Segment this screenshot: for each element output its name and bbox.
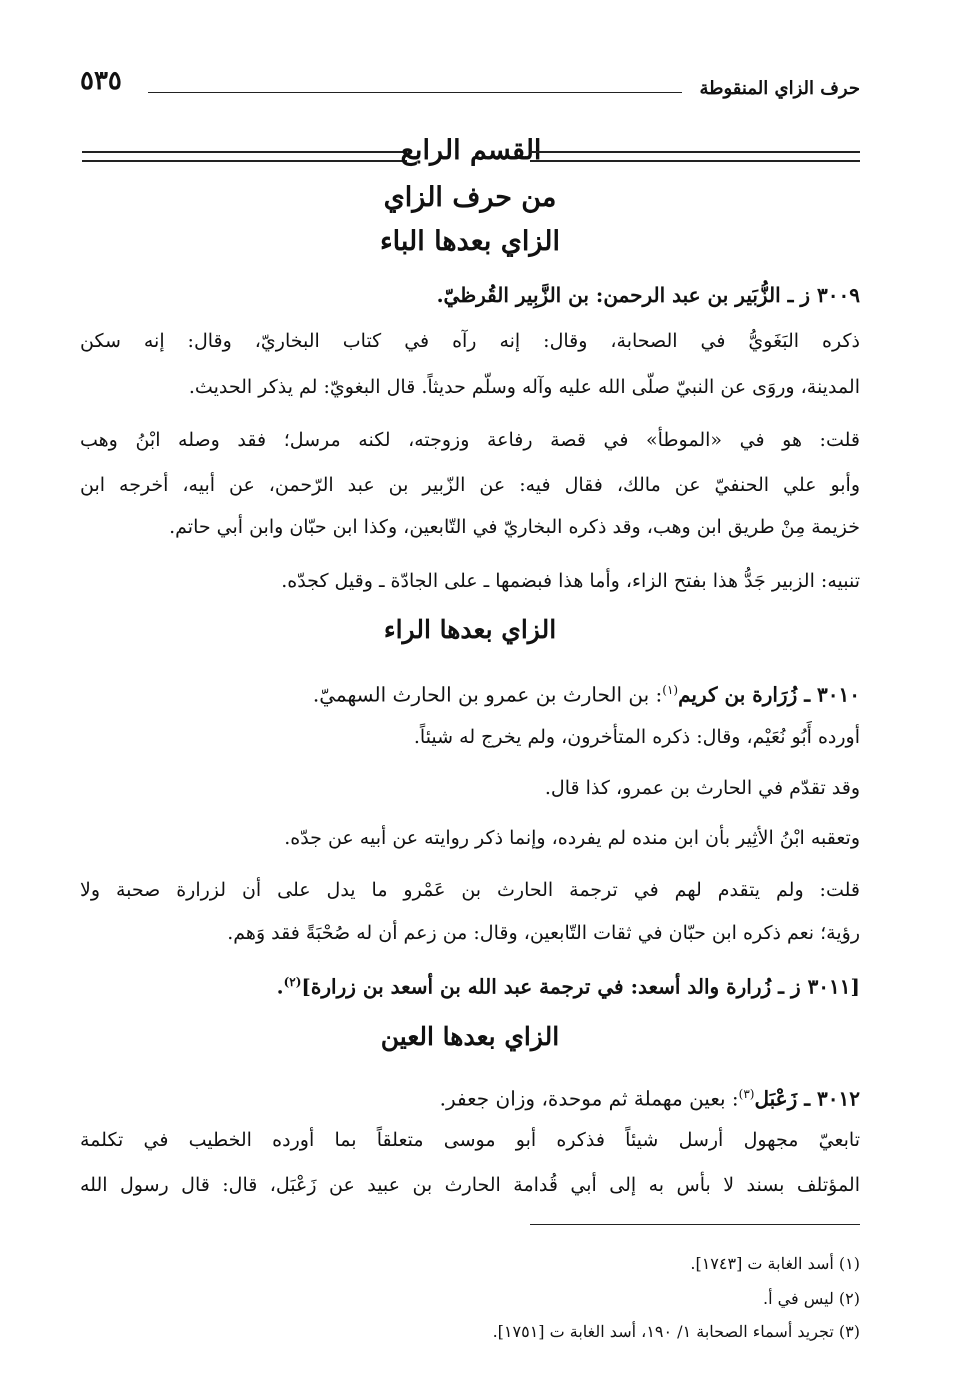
entry-3010-title: ٣٠١٠ ـ زُرَارة بن كريم — [678, 682, 860, 707]
footnote-3: (٣) تجريد أسماء الصحابة ١/ ١٩٠، أسد الغابة ت [١٧٥١]. — [492, 1322, 860, 1341]
entry-3010-line-1: أورده أَبُو نُعَيْم، وقال: ذكره المتأخرون، ولم يخرج له شيئاً. — [413, 726, 860, 748]
header-rule — [148, 92, 682, 93]
entry-3010-title-rest: : بن الحارث بن عمرو بن الحارث السهميّ. — [312, 682, 663, 707]
subheading-ra: الزاي بعدها الراء — [383, 615, 557, 644]
entry-3009-line-2: المدينة، وروَى عن النبيّ صلّى الله عليه وآله وسلّم حديثاً. قال البغويّ: لم يذكر الحديث. — [188, 376, 860, 398]
entry-3011-title: [٣٠١١ ز ـ زُرارة والد أسعد: في ترجمة عبد الله بن أسعد بن زرارة] — [301, 974, 860, 999]
section-header — [82, 135, 860, 183]
running-header — [80, 66, 860, 106]
entry-3010-line-2: وقد تقدّم في الحارث بن عمرو، كذا قال. — [544, 777, 860, 799]
subheading-ba: الزاي بعدها الباء — [379, 226, 561, 257]
footnote-ref-1: (١) — [662, 683, 679, 697]
footnote-rule — [530, 1224, 860, 1225]
subheading-ayn: الزاي بعدها العين — [380, 1022, 560, 1051]
entry-3012-heading — [80, 1079, 860, 1114]
entry-3009-note: تنبيه: الزبير جَدُّ هذا بفتح الزاء، وأما هذا فبضمها ـ على الجادّة ـ وقيل كجدّه. — [281, 570, 860, 592]
footnote-1: (١) أسد الغابة ت [١٧٤٣]. — [690, 1254, 860, 1273]
entry-3009-line-3: قلت: هو في «الموطأ» في قصة رفاعة وزوجته، لكنه مرسل؛ فقد وصله ابْنُ وهب — [80, 429, 860, 451]
entry-3009-heading: ٣٠٠٩ ز ـ الزُّبَير بن عبد الرحمن: بن الزَّبِير القُرظيّ. — [436, 283, 860, 307]
section-title: القسم الرابع — [400, 135, 542, 166]
double-rule-right — [530, 151, 860, 162]
entry-3012-title-rest: : بعين مهملة ثم موحدة، وزان جعفر. — [439, 1086, 739, 1111]
entry-3010-line-5: رؤية؛ نعم ذكره ابن حبّان في ثقات التّابعين، وقال: من زعم أن له صُحْبَةً فقد وَهم. — [227, 922, 860, 944]
entry-3009-line-1: ذكره البَغَويُّ في الصحابة، وقال: إنه رآه في كتاب البخاريّ، وقال: إنه سكن — [80, 330, 860, 352]
entry-3009-line-4: وأبو علي الحنفيّ عن مالك، فقال فيه: عن الزّبير بن عبد الرّحمن، عن أبيه، أخرجه ابن — [80, 474, 860, 496]
entry-3009-line-5: خزيمة مِنْ طريق ابن وهب، وقد ذكره البخاريّ في التّابعين، وكذا ابن حبّان وابن أبي حاتم. — [169, 516, 860, 538]
entry-3011-end: . — [276, 974, 284, 999]
running-title: حرف الزاي المنقوطة — [699, 78, 860, 99]
entry-3011-heading — [80, 967, 860, 1002]
footnote-2: (٢) ليس في أ. — [763, 1289, 860, 1308]
letter-heading: من حرف الزاي — [383, 182, 557, 213]
page-number: ٥٣٥ — [80, 66, 122, 96]
footnote-ref-3: (٣) — [738, 1087, 755, 1101]
entry-3012-title: ٣٠١٢ ـ زَعْبَل — [754, 1086, 860, 1111]
entry-3010-line-3: وتعقبه ابْنُ الأثِير بأن ابن منده لم يفرده، وإنما ذكر روايته عن أبيه عن جدّه. — [284, 827, 860, 849]
entry-3010-line-4: قلت: ولم يتقدم لهم في ترجمة الحارث بن عَمْرو ما يدل على أن لزرارة صحبة ولا — [80, 879, 860, 901]
entry-3012-line-2: المؤتلف بسند لا بأس به إلى أبي قُدامة الحارث بن عبيد عن زَعْبَل، قال: قال رسول الله — [80, 1174, 860, 1196]
entry-3012-line-1: تابعيّ مجهول أرسل شيئاً فذكره أبو موسى متعلقاً بما أورده الخطيب في تكلمة — [80, 1129, 860, 1151]
footnote-ref-2: (٢) — [283, 975, 302, 989]
entry-3010-heading — [80, 675, 860, 710]
